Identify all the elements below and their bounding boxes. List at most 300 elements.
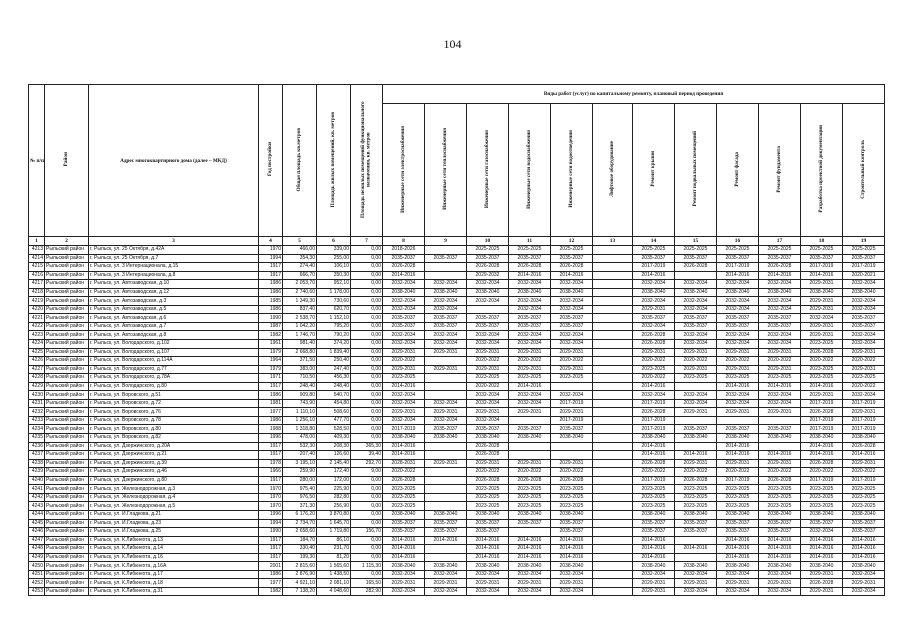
table-cell: 2032-2034: [717, 587, 759, 596]
table-cell: 2014-2016: [509, 536, 551, 545]
table-cell: 2023-2025: [717, 502, 759, 511]
table-cell: 1986: [259, 416, 283, 425]
table-cell: 0,00: [351, 357, 383, 366]
table-cell: 2014-2016: [383, 451, 425, 460]
table-cell: 528,50: [317, 425, 351, 434]
table-cell: 2035-2037: [717, 519, 759, 528]
table-cell: 2032-2034: [467, 416, 509, 425]
table-cell: 2014-2016: [467, 553, 509, 562]
table-cell: [675, 382, 717, 391]
table-cell: 1970: [259, 246, 283, 255]
table-cell: 0,00: [351, 374, 383, 383]
table-cell: 2026-2028: [843, 442, 885, 451]
table-cell: 2 658,60: [283, 528, 317, 537]
table-cell: 126,60: [317, 451, 351, 460]
table-cell: 2032-2034: [509, 570, 551, 579]
table-cell: г. Рыльск, ул. Автозаводская, д.6: [89, 314, 259, 323]
table-cell: 0,00: [351, 536, 383, 545]
table-cell: 2017-2019: [633, 399, 675, 408]
table-cell: 231,70: [317, 545, 351, 554]
table-cell: 2032-2034: [425, 331, 467, 340]
table-cell: [717, 416, 759, 425]
table-cell: 4242: [29, 493, 45, 502]
table-cell: 2032-2034: [675, 305, 717, 314]
table-cell: 2014-2016: [801, 553, 843, 562]
table-cell: Рыльский район: [45, 280, 89, 289]
table-cell: 2017-2019: [717, 263, 759, 272]
table-cell: 2035-2037: [801, 254, 843, 263]
header-work-type: Ремонт фундамента: [759, 104, 801, 237]
table-cell: 2038-2040: [759, 562, 801, 571]
table-row: [29, 374, 885, 383]
table-cell: 2032-2034: [467, 587, 509, 596]
table-cell: 2 053,70: [283, 280, 317, 289]
table-cell: [593, 391, 633, 400]
table-cell: 2029-2031: [383, 348, 425, 357]
table-cell: 2023-2025: [843, 374, 885, 383]
table-cell: [509, 442, 551, 451]
table-cell: 2029-2031: [801, 297, 843, 306]
table-cell: г. Рыльск, ул. И.Гладкова, д.23: [89, 519, 259, 528]
table-cell: 354,30: [283, 254, 317, 263]
table-cell: 477,70: [317, 416, 351, 425]
header-work-type: Строительный контроль: [843, 104, 885, 237]
table-cell: 2025-2025: [675, 246, 717, 255]
table-cell: 2020-2022: [843, 468, 885, 477]
table-cell: 2029-2031: [425, 348, 467, 357]
column-number: 5: [283, 237, 317, 246]
table-cell: 2035-2037: [759, 254, 801, 263]
table-cell: 1917: [259, 442, 283, 451]
table-cell: 2014-2016: [843, 545, 885, 554]
table-cell: 2023-2025: [467, 374, 509, 383]
table-cell: 2014-2016: [759, 451, 801, 460]
table-cell: Рыльский район: [45, 562, 89, 571]
table-cell: 2020-2022: [509, 468, 551, 477]
table-cell: 4222: [29, 322, 45, 331]
table-cell: 4241: [29, 485, 45, 494]
table-cell: Рыльский район: [45, 365, 89, 374]
header-work-type: Лифтовое оборудование: [593, 104, 633, 237]
table-cell: 2032-2034: [509, 391, 551, 400]
table-cell: 2 734,70: [283, 519, 317, 528]
table-cell: 2014-2016: [717, 271, 759, 280]
table-cell: 2035-2037: [551, 314, 593, 323]
table-cell: 4 048,60: [317, 587, 351, 596]
table-cell: [593, 493, 633, 502]
table-cell: 2026-2028: [467, 476, 509, 485]
table-cell: 2035-2037: [633, 254, 675, 263]
table-cell: г. Рыльск, ул. Володарского, д.80: [89, 382, 259, 391]
table-cell: 2026-2028: [801, 459, 843, 468]
table-cell: 2026-2028: [551, 476, 593, 485]
table-cell: 2038-2040: [759, 434, 801, 443]
table-cell: г. Рыльск, ул. Воровского, д.82: [89, 434, 259, 443]
table-cell: 666,70: [283, 271, 317, 280]
table-row: [29, 434, 885, 443]
table-cell: 2029-2031: [467, 365, 509, 374]
table-cell: 0,00: [351, 510, 383, 519]
table-cell: 2035-2037: [759, 528, 801, 537]
table-row: [29, 536, 885, 545]
table-cell: 976,50: [283, 493, 317, 502]
table-cell: 4248: [29, 545, 45, 554]
table-cell: 2032-2034: [759, 399, 801, 408]
table-cell: [593, 399, 633, 408]
table-cell: 3 195,10: [283, 459, 317, 468]
table-cell: 282,90: [351, 587, 383, 596]
table-cell: 2026-2028: [467, 442, 509, 451]
table-cell: 2023-2025: [801, 502, 843, 511]
table-cell: г. Рыльск, ул. Володарского, д.102: [89, 340, 259, 349]
table-cell: Рыльский район: [45, 322, 89, 331]
table-cell: 2025-2025: [843, 246, 885, 255]
table-cell: 2026-2028: [633, 459, 675, 468]
table-cell: 0,00: [351, 246, 383, 255]
column-number: 13: [593, 237, 633, 246]
table-cell: 2029-2031: [759, 459, 801, 468]
table-row: [29, 570, 885, 579]
table-cell: 2020-2022: [843, 357, 885, 366]
table-cell: [593, 408, 633, 417]
table-cell: 247,40: [317, 365, 351, 374]
table-cell: 2032-2034: [675, 587, 717, 596]
table-cell: 2032-2034: [467, 391, 509, 400]
table-cell: 2038-2040: [467, 562, 509, 571]
table-cell: 2014-2016: [383, 545, 425, 554]
table-cell: 2032-2034: [843, 297, 885, 306]
table-cell: Рыльский район: [45, 553, 89, 562]
table-cell: 2025-2025: [633, 246, 675, 255]
table-cell: 0,00: [351, 280, 383, 289]
table-cell: 2029-2031: [509, 348, 551, 357]
table-cell: 2020-2022: [633, 468, 675, 477]
table-cell: Рыльский район: [45, 305, 89, 314]
table-cell: 2029-2031: [383, 365, 425, 374]
table-cell: 2032-2034: [383, 297, 425, 306]
table-cell: 2023-2025: [675, 485, 717, 494]
table-cell: г. Рыльск, ул. Воровского, д.51: [89, 391, 259, 400]
table-cell: 2032-2034: [383, 391, 425, 400]
table-cell: 2038-2040: [551, 510, 593, 519]
table-cell: 2029-2031: [467, 459, 509, 468]
table-cell: 2029-2031: [467, 579, 509, 588]
table-cell: 2032-2034: [551, 331, 593, 340]
table-cell: 172,00: [317, 476, 351, 485]
table-cell: 274,40: [283, 263, 317, 272]
table-cell: 2014-2016: [675, 451, 717, 460]
table-cell: 2014-2016: [509, 553, 551, 562]
table-cell: [425, 263, 467, 272]
table-cell: 2026-2028: [759, 476, 801, 485]
table-cell: 2020-2022: [551, 357, 593, 366]
table-cell: [593, 288, 633, 297]
table-cell: Рыльский район: [45, 374, 89, 383]
table-row: [29, 442, 885, 451]
table-cell: [593, 322, 633, 331]
table-cell: 86,10: [317, 536, 351, 545]
table-cell: 2026-2028: [801, 408, 843, 417]
table-cell: Рыльский район: [45, 331, 89, 340]
table-cell: [509, 451, 551, 460]
table-cell: г. Рыльск, ул. Дзержинского, д.20А: [89, 442, 259, 451]
header-work-type: Инженерные сети электроснабжения: [383, 104, 425, 237]
table-cell: 2032-2034: [383, 331, 425, 340]
table-cell: 2029-2031: [675, 408, 717, 417]
table-row: [29, 365, 885, 374]
column-number: 8: [383, 237, 425, 246]
table-cell: 1 152,10: [317, 314, 351, 323]
table-cell: Рыльский район: [45, 519, 89, 528]
table-cell: [467, 305, 509, 314]
table-cell: 2032-2034: [843, 305, 885, 314]
table-cell: [425, 485, 467, 494]
table-cell: 2014-2016: [383, 553, 425, 562]
table-cell: Рыльский район: [45, 451, 89, 460]
table-cell: [593, 365, 633, 374]
table-cell: [593, 305, 633, 314]
table-cell: 2032-2034: [759, 340, 801, 349]
table-cell: 2032-2034: [843, 391, 885, 400]
table-cell: 6 176,20: [283, 510, 317, 519]
table-cell: 2032-2034: [717, 280, 759, 289]
table-cell: Рыльский район: [45, 485, 89, 494]
table-cell: 2035-2037: [843, 254, 885, 263]
table-cell: 2032-2034: [509, 399, 551, 408]
table-cell: 280,00: [283, 476, 317, 485]
table-cell: 2032-2034: [801, 314, 843, 323]
table-cell: 2032-2034: [551, 297, 593, 306]
table-cell: 2017-2019: [801, 263, 843, 272]
table-cell: 2017-2019: [551, 399, 593, 408]
table-cell: 255,00: [317, 254, 351, 263]
table-cell: 2 145,40: [317, 459, 351, 468]
table-cell: 2017-2019: [717, 476, 759, 485]
table-cell: [593, 425, 633, 434]
table-cell: 2035-2037: [843, 519, 885, 528]
table-cell: 2035-2037: [383, 322, 425, 331]
table-cell: Рыльский район: [45, 382, 89, 391]
table-cell: 4253: [29, 587, 45, 596]
header-column-numbers: [29, 237, 885, 246]
table-cell: 2020-2022: [509, 357, 551, 366]
table-cell: Рыльский район: [45, 416, 89, 425]
table-cell: 2017-2019: [633, 416, 675, 425]
table-cell: 2035-2037: [509, 254, 551, 263]
table-cell: 2029-2031: [717, 459, 759, 468]
table-cell: 2032-2034: [843, 340, 885, 349]
table-cell: 4244: [29, 510, 45, 519]
table-cell: 2038-2040: [633, 562, 675, 571]
table-cell: 2023-2025: [551, 374, 593, 383]
table-cell: 2029-2031: [675, 579, 717, 588]
column-number: 17: [759, 237, 801, 246]
table-cell: 4238: [29, 459, 45, 468]
table-cell: 2023-2025: [759, 374, 801, 383]
table-cell: 1966: [259, 468, 283, 477]
table-cell: 4216: [29, 271, 45, 280]
header-work-type: Инженерные сети теплоснабжения: [425, 104, 467, 237]
column-number: 19: [843, 237, 885, 246]
table-cell: 2032-2034: [843, 570, 885, 579]
table-cell: [675, 271, 717, 280]
table-cell: 2025-2025: [801, 246, 843, 255]
table-cell: 2014-2016: [759, 553, 801, 562]
table-cell: 2029-2031: [801, 391, 843, 400]
table-cell: 2035-2037: [633, 519, 675, 528]
table-row: [29, 382, 885, 391]
table-cell: 2014-2016: [509, 545, 551, 554]
table-cell: 409,30: [317, 434, 351, 443]
table-cell: 2032-2034: [675, 331, 717, 340]
table-cell: 2035-2037: [759, 314, 801, 323]
table-cell: г. Рыльск, ул. И.Гладкова, д.25: [89, 528, 259, 537]
table-cell: 478,00: [283, 434, 317, 443]
table-cell: г. Рыльск, ул. Автозаводская, д.10: [89, 280, 259, 289]
table-cell: 2032-2034: [467, 570, 509, 579]
table-cell: Рыльский район: [45, 288, 89, 297]
table-cell: 2038-2040: [801, 562, 843, 571]
table-cell: 2032-2034: [675, 340, 717, 349]
table-cell: г. Рыльск, ул. Дзержинского, д.80: [89, 476, 259, 485]
table-cell: 2032-2034: [467, 399, 509, 408]
table-cell: 4213: [29, 246, 45, 255]
table-cell: 2038-2040: [509, 288, 551, 297]
table-cell: г. Рыльск, ул. Володарского, д.77: [89, 365, 259, 374]
table-cell: 4219: [29, 297, 45, 306]
table-cell: 2038-2040: [509, 510, 551, 519]
table-cell: г. Рыльск, ул. Автозаводская, д.12: [89, 288, 259, 297]
table-cell: 2038-2040: [843, 510, 885, 519]
table-cell: Рыльский район: [45, 271, 89, 280]
table-cell: 2023-2025: [383, 374, 425, 383]
table-cell: 1 438,50: [317, 570, 351, 579]
table-cell: 2020-2022: [801, 357, 843, 366]
table-cell: 4233: [29, 416, 45, 425]
table-cell: 0,00: [351, 305, 383, 314]
table-cell: 2023-2025: [383, 485, 425, 494]
table-cell: 2035-2037: [717, 425, 759, 434]
table-cell: 2020-2022: [467, 382, 509, 391]
table-cell: [593, 331, 633, 340]
table-cell: 2029-2031: [759, 348, 801, 357]
table-cell: 2029-2031: [843, 459, 885, 468]
table-cell: г. Рыльск, ул. Воровского, д.72: [89, 399, 259, 408]
table-cell: 2023-2025: [509, 502, 551, 511]
table-row: [29, 510, 885, 519]
table-row: [29, 528, 885, 537]
table-cell: г. Рыльск, ул. Автозаводская, д.7: [89, 322, 259, 331]
table-cell: 2029-2031: [509, 579, 551, 588]
table-cell: [593, 510, 633, 519]
table-cell: 2035-2037: [675, 519, 717, 528]
table-cell: [593, 528, 633, 537]
column-number: 15: [675, 237, 717, 246]
table-cell: 2014-2016: [633, 382, 675, 391]
table-cell: г. Рыльск, ул. Дзержинского, д.39: [89, 459, 259, 468]
table-cell: г. Рыльск, ул. Автозаводская, д.5: [89, 305, 259, 314]
table-cell: 2038-2040: [383, 434, 425, 443]
column-number: 11: [509, 237, 551, 246]
table-cell: 383,00: [283, 365, 317, 374]
table-cell: 2014-2016: [633, 271, 675, 280]
table-cell: 456,30: [317, 374, 351, 383]
table-cell: 292,70: [351, 459, 383, 468]
table-cell: 225,90: [317, 485, 351, 494]
table-cell: 1964: [259, 357, 283, 366]
table-cell: [593, 297, 633, 306]
table-cell: г. Рыльск, ул. К.Либкнехта, д.16: [89, 553, 259, 562]
table-cell: 2014-2016: [717, 545, 759, 554]
table-cell: 2014-2016: [801, 442, 843, 451]
table-cell: 2032-2034: [759, 570, 801, 579]
table-cell: 2032-2034: [383, 587, 425, 596]
table-cell: 2038-2040: [633, 434, 675, 443]
table-cell: 2026-2028: [383, 476, 425, 485]
table-cell: 39,40: [351, 451, 383, 460]
table-cell: [425, 357, 467, 366]
table-cell: 2029-2031: [383, 408, 425, 417]
table-cell: 2020-2022: [633, 357, 675, 366]
table-cell: 2032-2034: [801, 528, 843, 537]
table-cell: 2026-2028: [633, 340, 675, 349]
table-cell: 2032-2034: [509, 587, 551, 596]
table-cell: 2035-2037: [425, 254, 467, 263]
table-cell: 2038-2040: [467, 434, 509, 443]
table-cell: 2035-2037: [551, 254, 593, 263]
table-cell: 1982: [259, 331, 283, 340]
table-cell: 2014-2016: [717, 553, 759, 562]
table-cell: г. Рыльск, ул. 3 Интернационала, д.8: [89, 271, 259, 280]
table-cell: 2032-2034: [717, 391, 759, 400]
table-cell: [593, 587, 633, 596]
table-cell: 2020-2022: [467, 357, 509, 366]
table-cell: 2020-2022: [383, 357, 425, 366]
table-cell: 2032-2034: [425, 297, 467, 306]
table-cell: 2032-2034: [675, 280, 717, 289]
table-cell: 2014-2016: [759, 382, 801, 391]
table-cell: 2038-2040: [551, 288, 593, 297]
table-cell: 2035-2037: [843, 314, 885, 323]
table-cell: г. Рыльск, ул. Автозаводская, д.8: [89, 331, 259, 340]
table-cell: Рыльский район: [45, 579, 89, 588]
table-cell: 2029-2031: [717, 348, 759, 357]
table-cell: 2029-2031: [509, 365, 551, 374]
table-cell: 2035-2037: [467, 519, 509, 528]
table-cell: 540,70: [317, 391, 351, 400]
table-cell: 4250: [29, 562, 45, 571]
table-cell: 4236: [29, 442, 45, 451]
table-cell: 2023-2025: [801, 374, 843, 383]
table-cell: 2035-2037: [843, 528, 885, 537]
table-cell: 0,00: [351, 322, 383, 331]
table-cell: 2038-2040: [467, 510, 509, 519]
table-cell: 2026-2028: [801, 579, 843, 588]
table-row: [29, 425, 885, 434]
table-cell: 2032-2034: [383, 399, 425, 408]
table-cell: 1978: [259, 459, 283, 468]
table-cell: 2029-2031: [675, 459, 717, 468]
table-cell: 1985: [259, 297, 283, 306]
table-cell: 2035-2037: [717, 314, 759, 323]
table-cell: [425, 451, 467, 460]
table-cell: 2029-2031: [843, 408, 885, 417]
table-row: [29, 340, 885, 349]
table-cell: 2017-2019: [843, 399, 885, 408]
table-cell: 2038-2040: [509, 562, 551, 571]
table-cell: [425, 391, 467, 400]
table-cell: 2017-2019: [801, 416, 843, 425]
